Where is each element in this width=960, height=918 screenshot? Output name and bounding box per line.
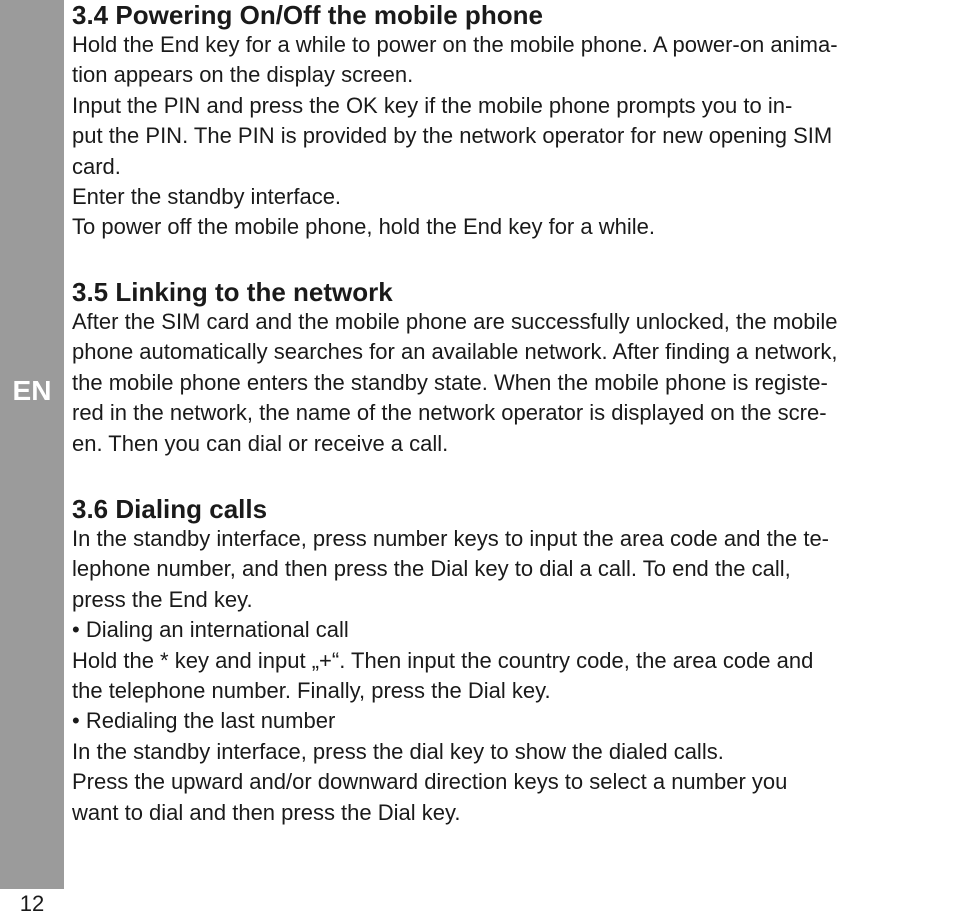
paragraph-line: Hold the * key and input „+“. Then input the country code, the area code and (72, 647, 814, 673)
bullet-item: • Dialing an international call (72, 617, 349, 643)
paragraph-line: Press the upward and/or downward direction keys to select a number you (72, 769, 788, 795)
paragraph-line: In the standby interface, press number keys to input the area code and the te- (72, 526, 830, 551)
paragraph-line: Enter the standby interface. (72, 184, 342, 210)
paragraph-line: tion appears on the display screen. (72, 62, 414, 88)
section-dialing-calls (72, 494, 829, 828)
paragraph-line: Hold the End key for a while to power on the mobile phone. A power-on anima- (72, 32, 838, 57)
language-label: EN (12, 375, 52, 406)
language-side-tab (0, 0, 64, 918)
paragraph-line: red in the network, the name of the network operator is displayed on the scre- (72, 400, 827, 426)
paragraph-line: en. Then you can dial or receive a call. (72, 430, 449, 456)
paragraph-line: card. (72, 153, 121, 179)
paragraph-line: press the End key. (72, 586, 253, 612)
paragraph-line: After the SIM card and the mobile phone are successfully unlocked, the mobile (72, 309, 838, 334)
paragraph-line: To power off the mobile phone, hold the End key for a while. (72, 214, 655, 240)
page-number: 12 (0, 889, 64, 918)
paragraph-line: phone automatically searches for an available network. After finding a network, (72, 339, 838, 365)
section-powering-on-off (72, 0, 838, 243)
section-heading: 3.6 Dialing calls (72, 494, 268, 524)
paragraph-line: In the standby interface, press the dial key to show the dialed calls. (72, 738, 724, 764)
section-linking-network (72, 277, 838, 459)
paragraph-line: lephone number, and then press the Dial key to dial a call. To end the call, (72, 556, 791, 582)
section-heading: 3.4 Powering On/Off the mobile phone (72, 0, 543, 30)
paragraph-line: the telephone number. Finally, press the Dial key. (72, 678, 551, 704)
paragraph-line: put the PIN. The PIN is provided by the network operator for new opening SIM (72, 123, 833, 149)
bullet-item: • Redialing the last number (72, 708, 336, 734)
paragraph-line: want to dial and then press the Dial key. (72, 799, 461, 825)
paragraph-line: the mobile phone enters the standby state. When the mobile phone is registe- (72, 369, 828, 395)
section-heading: 3.5 Linking to the network (72, 277, 393, 307)
paragraph-line: Input the PIN and press the OK key if the mobile phone prompts you to in- (72, 92, 793, 118)
